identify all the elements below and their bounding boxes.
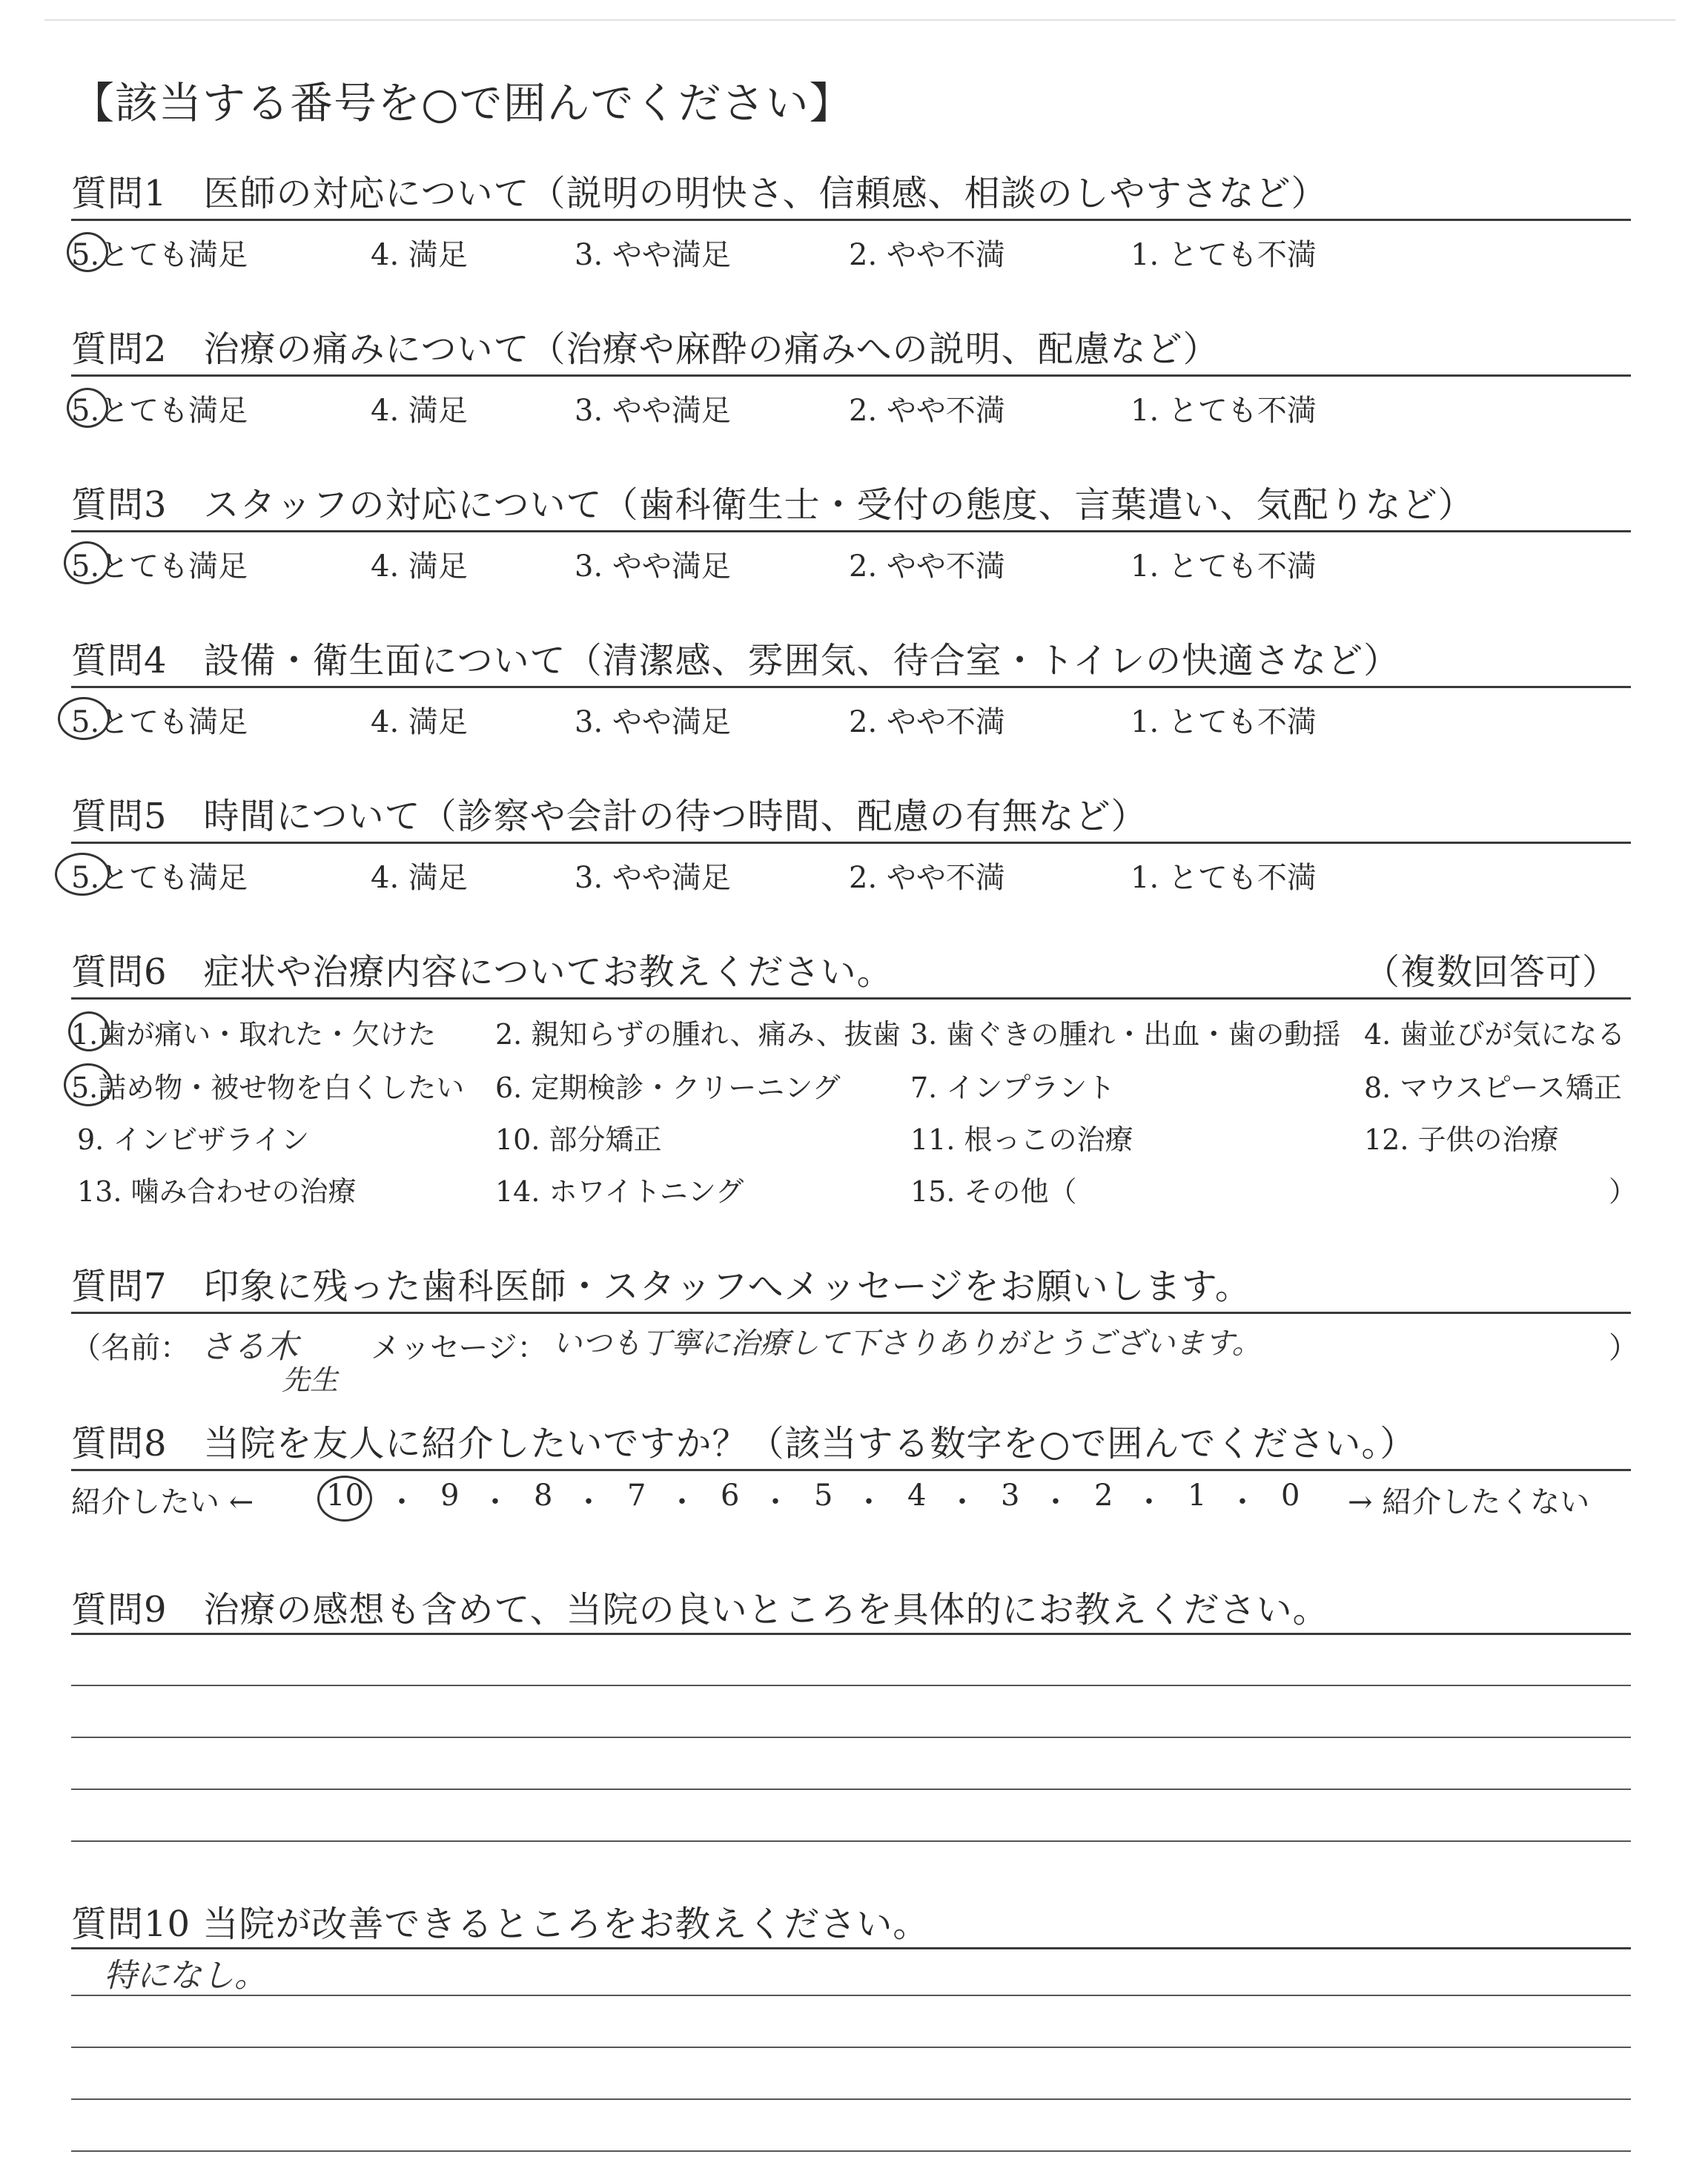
- scale-separator: ・: [761, 1485, 790, 1519]
- scale-1[interactable]: 1: [1188, 1479, 1207, 1513]
- scale-4[interactable]: 4: [907, 1479, 927, 1513]
- q10-answer-handwritten: 特になし。: [104, 1957, 267, 1995]
- q6-option-5[interactable]: 5.詰め物・被せ物を白くしたい: [71, 1071, 465, 1104]
- question-6: 質問6 症状や治療内容についてお教えください。: [71, 951, 893, 993]
- q5-option-3[interactable]: 3. やや満足: [575, 861, 731, 895]
- q3-option-3[interactable]: 3. やや満足: [575, 549, 731, 584]
- q5-option-5[interactable]: 5.とても満足: [71, 861, 248, 895]
- q2-option-5[interactable]: 5.とても満足: [71, 394, 248, 428]
- answer-line: [71, 2150, 1631, 2152]
- divider: [71, 997, 1631, 1000]
- question-5: 質問5 時間について（診察や会計の待つ時間、配慮の有無など）: [71, 796, 1148, 837]
- q1-option-5[interactable]: 5.とても満足: [71, 238, 248, 272]
- q2-option-1[interactable]: 1. とても不満: [1131, 394, 1317, 428]
- q6-option-11[interactable]: 11. 根っこの治療: [910, 1123, 1133, 1156]
- scale-separator: ・: [1228, 1485, 1257, 1519]
- scale-10[interactable]: 10: [326, 1479, 364, 1513]
- scale-separator: ・: [480, 1485, 510, 1519]
- q2-option-3[interactable]: 3. やや満足: [575, 394, 731, 428]
- message-label: メッセージ：: [371, 1331, 547, 1365]
- scale-separator: ・: [667, 1485, 697, 1519]
- q2-option-4[interactable]: 4. 満足: [371, 394, 468, 428]
- q6-option-9[interactable]: 9. インビザライン: [77, 1123, 310, 1156]
- scale-2[interactable]: 2: [1094, 1479, 1113, 1513]
- divider: [71, 219, 1631, 221]
- scale-0[interactable]: 0: [1281, 1479, 1300, 1513]
- scale-separator: ・: [947, 1485, 977, 1519]
- scale-9[interactable]: 9: [440, 1479, 460, 1513]
- divider: [71, 842, 1631, 844]
- q4-option-3[interactable]: 3. やや満足: [575, 705, 731, 739]
- scale-3[interactable]: 3: [1001, 1479, 1020, 1513]
- name-label: （名前：: [71, 1331, 190, 1365]
- q6-option-14[interactable]: 14. ホワイトニング: [495, 1175, 744, 1208]
- divider: [71, 374, 1631, 377]
- q6-option-15[interactable]: 15. その他（: [910, 1175, 1077, 1208]
- question-1: 質問1 医師の対応について（説明の明快さ、信頼感、相談のしやすさなど）: [71, 173, 1328, 214]
- answer-line: [71, 1840, 1631, 1842]
- answer-line: [71, 2098, 1631, 2100]
- question-3: 質問3 スタッフの対応について（歯科衛生士・受付の態度、言葉遣い、気配りなど）: [71, 484, 1474, 526]
- q4-option-2[interactable]: 2. やや不満: [849, 705, 1005, 739]
- question-2: 質問2 治療の痛みについて（治療や麻酔の痛みへの説明、配慮など）: [71, 328, 1219, 370]
- q3-option-1[interactable]: 1. とても不満: [1131, 549, 1317, 584]
- q3-option-4[interactable]: 4. 満足: [371, 549, 468, 584]
- q2-option-2[interactable]: 2. やや不満: [849, 394, 1005, 428]
- q6-option-13[interactable]: 13. 噛み合わせの治療: [77, 1175, 357, 1208]
- question-9: 質問9 治療の感想も含めて、当院の良いところを具体的にお教えください。: [71, 1589, 1329, 1631]
- answer-circle: [55, 853, 110, 896]
- q5-option-2[interactable]: 2. やや不満: [849, 861, 1005, 895]
- q6-option-4[interactable]: 4. 歯並びが気になる: [1364, 1018, 1626, 1051]
- q1-option-4[interactable]: 4. 満足: [371, 238, 468, 272]
- answer-line: [71, 1737, 1631, 1738]
- answer-line: [71, 1995, 1631, 1996]
- question-7: 質問7 印象に残った歯科医師・スタッフへメッセージをお願いします。: [71, 1266, 1251, 1307]
- q4-option-1[interactable]: 1. とても不満: [1131, 705, 1317, 739]
- q6-option-3[interactable]: 3. 歯ぐきの腫れ・出血・歯の動揺: [910, 1018, 1341, 1051]
- divider: [71, 1947, 1631, 1949]
- divider: [71, 530, 1631, 532]
- question-8: 質問8 当院を友人に紹介したいですか？（該当する数字を○で囲んでください。）: [71, 1423, 1417, 1464]
- q4-option-4[interactable]: 4. 満足: [371, 705, 468, 739]
- answer-line: [71, 1685, 1631, 1686]
- divider: [71, 1633, 1631, 1635]
- divider: [71, 1312, 1631, 1314]
- answer-circle: [317, 1476, 372, 1522]
- scan-edge-line: [44, 19, 1675, 21]
- scale-separator: ・: [387, 1485, 417, 1519]
- scale-separator: ・: [1041, 1485, 1070, 1519]
- name-suffix-handwritten: 先生: [282, 1364, 339, 1396]
- question-10: 質問10 当院が改善できるところをお教えください。: [71, 1903, 930, 1945]
- scale-separator: ・: [574, 1485, 603, 1519]
- q6-option-8[interactable]: 8. マウスピース矯正: [1364, 1071, 1622, 1104]
- q6-option-12[interactable]: 12. 子供の治療: [1364, 1123, 1559, 1156]
- message-handwritten: いつも丁寧に治療して下さりありがとうございます。: [552, 1327, 1262, 1361]
- q5-option-1[interactable]: 1. とても不満: [1131, 861, 1317, 895]
- q6-other-close-paren: ）: [1609, 1175, 1638, 1208]
- question-4: 質問4 設備・衛生面について（清潔感、雰囲気、待合室・トイレの快適さなど）: [71, 640, 1400, 681]
- q1-option-1[interactable]: 1. とても不満: [1131, 238, 1317, 272]
- q4-option-5[interactable]: 5.とても満足: [71, 705, 248, 739]
- answer-circle: [67, 388, 108, 428]
- scale-separator: ・: [1134, 1485, 1164, 1519]
- divider: [71, 1469, 1631, 1471]
- q3-option-5[interactable]: 5.とても満足: [71, 549, 248, 584]
- answer-line: [71, 2047, 1631, 2048]
- divider: [71, 686, 1631, 688]
- message-close-paren: ）: [1609, 1331, 1638, 1365]
- q6-option-2[interactable]: 2. 親知らずの腫れ、痛み、抜歯: [495, 1018, 901, 1051]
- multiple-answers-note: （複数回答可）: [1364, 951, 1619, 993]
- q6-option-1[interactable]: 1.歯が痛い・取れた・欠けた: [71, 1018, 437, 1051]
- recommend-left-label: 紹介したい ←: [71, 1485, 254, 1519]
- answer-circle: [64, 541, 110, 584]
- answer-circle: [68, 1011, 110, 1051]
- answer-circle: [58, 697, 110, 740]
- name-handwritten: さる木: [200, 1328, 298, 1366]
- scale-8[interactable]: 8: [534, 1479, 553, 1513]
- scale-7[interactable]: 7: [627, 1479, 646, 1513]
- answer-line: [71, 1789, 1631, 1790]
- scale-6[interactable]: 6: [721, 1479, 740, 1513]
- q6-option-6[interactable]: 6. 定期検診・クリーニング: [495, 1071, 841, 1104]
- page-title: 【該当する番号を○で囲んでください】: [71, 78, 853, 128]
- answer-circle: [67, 232, 108, 272]
- q6-option-10[interactable]: 10. 部分矯正: [495, 1123, 662, 1156]
- q5-option-4[interactable]: 4. 満足: [371, 861, 468, 895]
- answer-circle: [64, 1063, 113, 1106]
- recommend-right-label: → 紹介したくない: [1348, 1485, 1590, 1519]
- q6-option-7[interactable]: 7. インプラント: [910, 1071, 1116, 1104]
- q1-option-2[interactable]: 2. やや不満: [849, 238, 1005, 272]
- q1-option-3[interactable]: 3. やや満足: [575, 238, 731, 272]
- q3-option-2[interactable]: 2. やや不満: [849, 549, 1005, 584]
- scale-5[interactable]: 5: [814, 1479, 833, 1513]
- scale-separator: ・: [854, 1485, 884, 1519]
